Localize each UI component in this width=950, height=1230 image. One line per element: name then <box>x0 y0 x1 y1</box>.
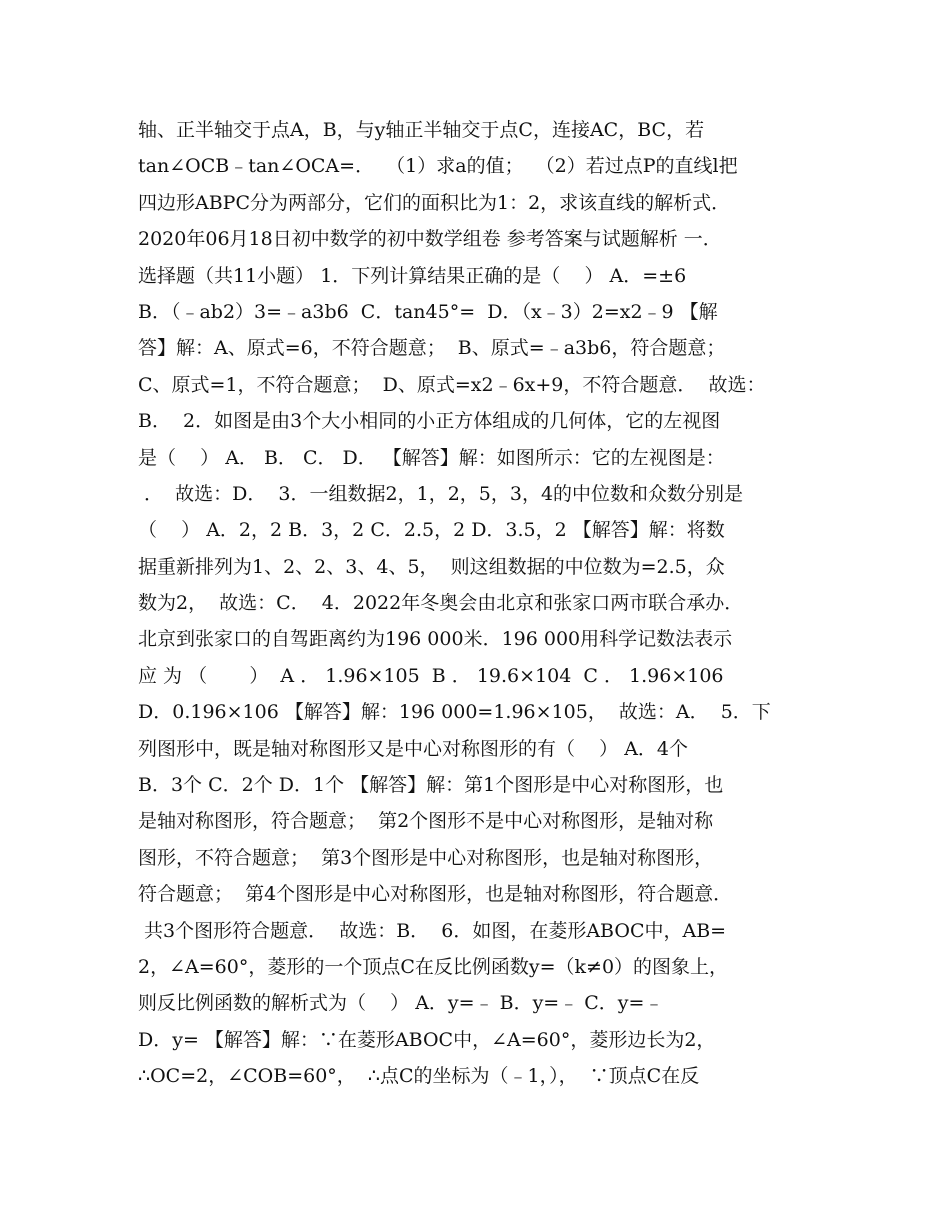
text-line: 是轴对称图形，符合题意； 第2个图形不是中心对称图形，是轴对称 <box>138 810 714 833</box>
text-line: ． 故选：D． 3．一组数据2，1，2，5，3，4的中位数和众数分别是 <box>138 482 744 505</box>
text-line: 应 为 （ ） A ． 1.96×105 B ． 19.6×104 C ． 1.96×106 <box>138 664 724 687</box>
text-line: B．3个 C．2个 D．1个 【解答】解：第1个图形是中心对称图形，也 <box>138 774 724 797</box>
text-line: D．y= 【解答】解：∵在菱形ABOC中，∠A=60°，菱形边长为2， <box>138 1028 716 1051</box>
text-line: ∴OC=2，∠COB=60°， ∴点C的坐标为（﹣1，）， ∵顶点C在反 <box>138 1065 700 1088</box>
text-line: D．0.196×106 【解答】解：196 000=1.96×105， 故选：A． 5．下 <box>138 701 771 724</box>
text-line: 数为2， 故选：C． 4．2022年冬奥会由北京和张家口两市联合承办． <box>138 592 744 615</box>
text-line: 四边形ABPC分为两部分，它们的面积比为1：2，求该直线的解析式． <box>138 191 731 214</box>
text-line: 列图形中，既是轴对称图形又是中心对称图形的有（ ） A．4个 <box>138 737 689 760</box>
text-line: B． 2．如图是由3个大小相同的小正方体组成的几何体，它的左视图 <box>138 410 721 433</box>
text-line: 则反比例函数的解析式为（ ） A．y=﹣ B．y=﹣ C．y=﹣ <box>138 992 664 1015</box>
text-line: C、原式=1，不符合题意； D、原式=x2﹣6x+9，不符合题意． 故选： <box>138 373 766 396</box>
text-line: B．（﹣ab2）3=﹣a3b6 C．tan45°= D．（x﹣3）2=x2﹣9 【解 <box>138 300 718 323</box>
text-line: 共3个图形符合题意． 故选：B． 6．如图，在菱形ABOC中，AB= <box>138 919 727 942</box>
text-line: 图形，不符合题意； 第3个图形是中心对称图形，也是轴对称图形， <box>138 846 714 869</box>
text-line: 是（ ） A． B． C． D． 【解答】解：如图所示：它的左视图是： <box>138 446 725 469</box>
text-line: 选择题（共11小题） 1．下列计算结果正确的是（ ） A．=±6 <box>138 264 687 287</box>
document-body <box>138 112 818 1095</box>
text-line: 据重新排列为1、2、2、3、4、5， 则这组数据的中位数为=2.5，众 <box>138 555 725 578</box>
text-line: 轴、正半轴交于点A，B，与y轴正半轴交于点C，连接AC，BC，若 <box>138 119 705 141</box>
text-line: （ ） A．2，2 B．3，2 C．2.5，2 D．3.5，2 【解答】解：将数 <box>138 519 725 542</box>
text-line: 2，∠A=60°，菱形的一个顶点C在反比例函数y=（k≠0）的图象上， <box>138 955 729 978</box>
text-line: 2020年06月18日初中数学的初中数学组卷 参考答案与试题解析 一． <box>138 228 722 251</box>
text-line: 符合题意； 第4个图形是中心对称图形，也是轴对称图形，符合题意． <box>138 883 733 906</box>
text-line: 北京到张家口的自驾距离约为196 000米．196 000用科学记数法表示 <box>138 628 733 651</box>
text-line: tan∠OCB﹣tan∠OCA=． （1）求a的值； （2）若过点P的直线l把 <box>138 155 738 178</box>
text-line: 答】解：A、原式=6，不符合题意； B、原式=﹣a3b6，符合题意； <box>138 337 726 360</box>
